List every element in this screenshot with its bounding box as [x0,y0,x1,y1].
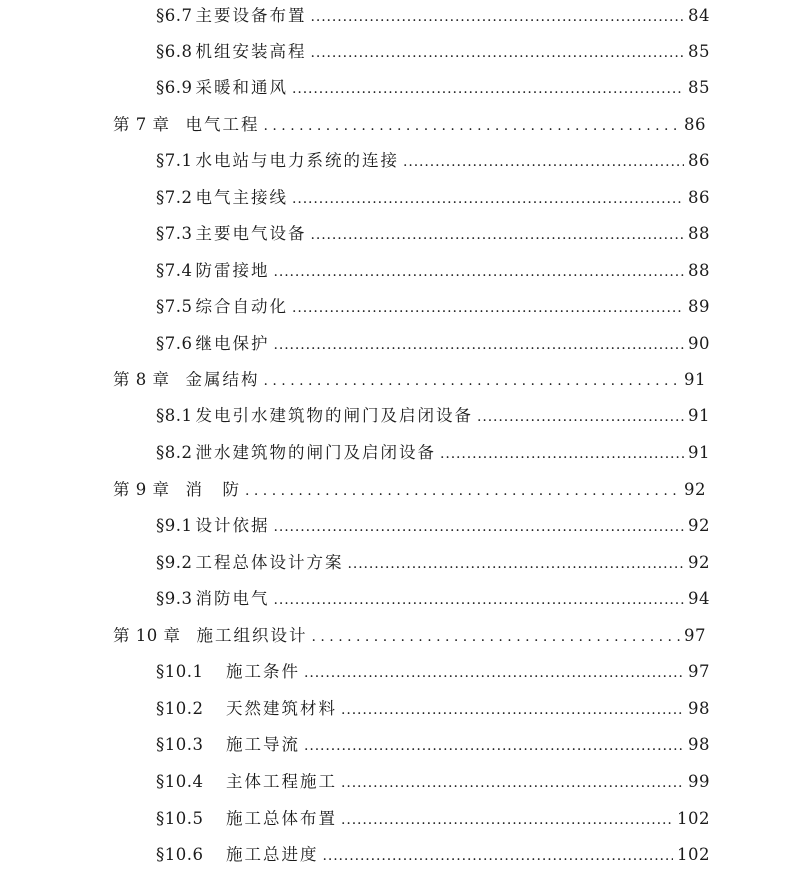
toc-entry[interactable] [156,147,710,175]
page-number: 92 [684,480,706,499]
page-number: 102 [677,809,710,828]
section-title: 工程总体设计方案 [195,553,344,572]
toc-entry[interactable] [156,257,710,285]
page-number: 90 [688,334,710,353]
section-title: 电气主接线 [195,188,288,207]
toc-entry[interactable] [156,439,710,467]
toc-label [156,330,270,358]
dot-leader [312,623,681,651]
page-number: 85 [688,42,710,61]
chapter-title: 消 防 [185,480,241,499]
toc-entry[interactable] [156,330,710,358]
toc-entry[interactable] [156,402,710,430]
dot-leader [323,842,674,870]
page-number: 86 [688,151,710,170]
toc-label [156,293,288,321]
page-number: 102 [677,845,710,864]
section-number: §7.6 [156,334,193,353]
toc-entry[interactable] [156,74,710,102]
section-number: §9.3 [156,589,193,608]
section-title: 防雷接地 [195,261,270,280]
section-number: §8.2 [156,443,193,462]
dot-leader [264,367,681,395]
toc-entry[interactable] [156,512,710,540]
page-number: 85 [688,78,710,97]
toc-label [156,549,344,577]
page-number: 88 [688,261,710,280]
dot-leader [304,732,684,760]
dot-leader [274,258,685,286]
toc-entry[interactable] [156,658,710,686]
section-title: 消防电气 [195,589,270,608]
section-title: 机组安装高程 [195,42,307,61]
toc-entry[interactable] [156,768,710,796]
page-number: 98 [688,735,710,754]
section-number: §7.3 [156,224,193,243]
page-number: 84 [688,6,710,25]
section-number: §6.8 [156,42,193,61]
section-number: §8.1 [156,406,193,425]
page-number: 97 [684,626,706,645]
toc-entry[interactable] [156,695,710,723]
toc-label [156,658,300,686]
dot-leader [292,294,684,322]
section-title: 施工导流 [226,735,300,754]
chapter-number: 第 7 章 [113,115,170,134]
page-number: 98 [688,699,710,718]
toc-label [113,476,241,504]
toc-label [156,74,288,102]
toc-entry[interactable] [156,293,710,321]
section-title: 继电保护 [195,334,270,353]
page-number: 86 [684,115,706,134]
dot-leader [311,39,685,67]
section-title: 发电引水建筑物的闸门及启闭设备 [195,406,473,425]
toc-label [156,512,270,540]
section-number: §10.5 [156,809,204,828]
chapter-title: 金属结构 [185,370,260,389]
toc-label [156,220,307,248]
page-number: 91 [688,406,710,425]
section-title: 主要电气设备 [195,224,307,243]
section-title: 泄水建筑物的闸门及启闭设备 [195,443,436,462]
section-number: §9.1 [156,516,193,535]
toc-entry[interactable] [156,220,710,248]
section-number: §7.4 [156,261,193,280]
dot-leader [264,112,681,140]
page-number: 86 [688,188,710,207]
section-title: 主要设备布置 [195,6,307,25]
toc-label [156,2,307,30]
page-number: 89 [688,297,710,316]
section-number: §10.6 [156,845,204,864]
dot-leader [292,75,684,103]
section-number: §6.7 [156,6,193,25]
toc-chapter-entry[interactable] [113,366,706,394]
toc-label [156,695,337,723]
toc-entry[interactable] [156,731,710,759]
page-number: 92 [688,516,710,535]
page-number: 97 [688,662,710,681]
section-number: §10.2 [156,699,204,718]
toc-label [156,257,270,285]
chapter-number: 第 9 章 [113,480,170,499]
dot-leader [245,477,680,505]
section-number: §9.2 [156,553,193,572]
toc-entry[interactable] [156,841,710,869]
page-number: 91 [688,443,710,462]
section-title: 采暖和通风 [195,78,288,97]
dot-leader [311,3,685,31]
page-number: 91 [684,370,706,389]
dot-leader [304,659,684,687]
toc-label [113,622,308,650]
dot-leader [292,185,684,213]
section-title: 设计依据 [195,516,270,535]
dot-leader [274,586,685,614]
toc-entry[interactable] [156,585,710,613]
page-number: 99 [688,772,710,791]
chapter-title: 电气工程 [185,115,260,134]
toc-label [156,731,300,759]
section-title: 综合自动化 [195,297,288,316]
toc-entry[interactable] [156,38,710,66]
dot-leader [440,440,684,468]
toc-entry[interactable] [156,549,710,577]
chapter-title: 施工组织设计 [196,626,308,645]
section-number: §7.5 [156,297,193,316]
chapter-number: 第 10 章 [113,626,181,645]
page-number: 88 [688,224,710,243]
dot-leader [348,550,685,578]
toc-label [156,841,319,869]
toc-label [156,38,307,66]
section-number: §6.9 [156,78,193,97]
toc-label [156,768,337,796]
toc-label [156,184,288,212]
page-number: 94 [688,589,710,608]
section-title: 施工条件 [226,662,300,681]
toc-entry[interactable] [156,2,710,30]
dot-leader [341,696,684,724]
dot-leader [311,221,685,249]
section-number: §10.4 [156,772,204,791]
toc-label [156,147,399,175]
toc-label [156,805,337,833]
dot-leader [477,403,684,431]
toc-label [156,585,270,613]
toc-label [113,366,260,394]
toc-label [156,402,473,430]
toc-label [113,111,260,139]
toc-chapter-entry[interactable] [113,476,706,504]
section-title: 施工总体布置 [226,809,337,828]
toc-label [156,439,436,467]
section-title: 主体工程施工 [226,772,337,791]
dot-leader [403,148,684,176]
section-number: §7.2 [156,188,193,207]
toc-chapter-entry[interactable] [113,622,706,650]
section-number: §10.3 [156,735,204,754]
dot-leader [341,769,684,797]
section-title: 水电站与电力系统的连接 [195,151,399,170]
toc-chapter-entry[interactable] [113,111,706,139]
dot-leader [274,331,685,359]
dot-leader [274,513,685,541]
dot-leader [341,806,673,834]
section-title: 施工总进度 [226,845,319,864]
section-title: 天然建筑材料 [226,699,337,718]
chapter-number: 第 8 章 [113,370,170,389]
page-number: 92 [688,553,710,572]
section-number: §10.1 [156,662,204,681]
toc-entry[interactable] [156,805,710,833]
section-number: §7.1 [156,151,193,170]
toc-entry[interactable] [156,184,710,212]
